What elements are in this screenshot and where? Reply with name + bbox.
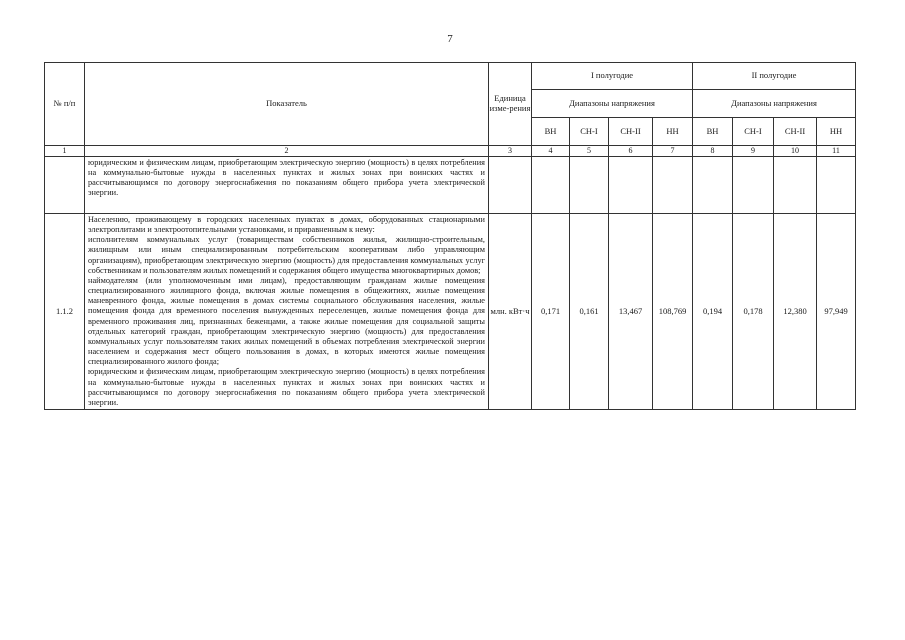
value-cell: 0,161 <box>570 214 609 410</box>
value-cell <box>774 157 817 214</box>
header-voltage-sn2-1: СН-II <box>609 118 653 146</box>
header-voltage-vn-2: ВН <box>693 118 733 146</box>
value-cell: 0,171 <box>532 214 570 410</box>
table-row <box>45 157 856 214</box>
value-cell <box>532 157 570 214</box>
value-cell <box>653 157 693 214</box>
header-second-half: II полугодие <box>693 63 856 90</box>
value-cell <box>733 157 774 214</box>
value-cell <box>817 157 856 214</box>
col-number: 11 <box>817 146 856 157</box>
header-voltage-sn2-2: СН-II <box>774 118 817 146</box>
col-number: 9 <box>733 146 774 157</box>
row-unit: млн. кВт·ч <box>489 214 532 410</box>
row-indicator-text <box>85 214 489 410</box>
header-num: № п/п <box>45 63 85 146</box>
value-cell <box>693 157 733 214</box>
col-number: 7 <box>653 146 693 157</box>
header-voltage-nn-1: НН <box>653 118 693 146</box>
col-number: 8 <box>693 146 733 157</box>
header-voltage-sn1-1: СН-I <box>570 118 609 146</box>
col-number: 5 <box>570 146 609 157</box>
row-indicator-text <box>85 157 489 214</box>
col-number: 1 <box>45 146 85 157</box>
value-cell <box>609 157 653 214</box>
header-unit: Единица изме-рения <box>489 63 532 146</box>
col-number: 6 <box>609 146 653 157</box>
header-voltage-vn-1: ВН <box>532 118 570 146</box>
value-cell: 13,467 <box>609 214 653 410</box>
table-row <box>45 214 856 410</box>
indicator-paragraph: исполнителям коммунальных услуг (товариществам собственников жилья, жилищно-строительным, жилищным или иным специализированным потребительским кооперативам либо управляющим организациям), приобретающим электрическую энергию (мощность) для предоставления коммунальных услуг собственникам и пользователям жилых помещений и содержания общего имущества многоквартирных домов; <box>88 235 485 275</box>
row-unit <box>489 157 532 214</box>
header-voltage-sn1-2: СН-I <box>733 118 774 146</box>
header-ranges-1: Диапазоны напряжения <box>532 90 693 118</box>
col-number: 2 <box>85 146 489 157</box>
value-cell: 0,194 <box>693 214 733 410</box>
tariff-table <box>44 62 856 410</box>
header-ranges-2: Диапазоны напряжения <box>693 90 856 118</box>
value-cell: 12,380 <box>774 214 817 410</box>
indicator-paragraph: юридическим и физическим лицам, приобретающим электрическую энергию (мощность) в целях потребления на коммунально-бытовые нужды в населенных пунктах и жилых зонах при воинских частях и рассчитывающимся по договору энергоснабжения по показаниям общего прибора учета электрической энергии. <box>88 367 485 407</box>
value-cell: 108,769 <box>653 214 693 410</box>
indicator-paragraph: наймодателям (или уполномоченным ими лицам), предоставляющим гражданам жилые помещения специализированного жилищного фонда, включая жилые помещения в общежитиях, жилые помещения маневренного фонда, жилые помещения в домах системы социального обслуживания населения, жилые помещения фонда для временного поселения вынужденных переселенцев, жилые помещения фонда для временного проживания лиц, признанных беженцами, а также жилые помещения для социальной защиты отдельных категорий граждан, приобретающим электрическую энергию (мощность) для предоставления коммунальных услуг пользователям таких жилых помещений в объемах потребления электрической энергии населением и содержания мест общего пользования в домах, в которых имеются жилые помещения специализированного жилого фонда; <box>88 275 485 367</box>
col-number: 4 <box>532 146 570 157</box>
value-cell <box>570 157 609 214</box>
col-number: 3 <box>489 146 532 157</box>
header-voltage-nn-2: НН <box>817 118 856 146</box>
indicator-paragraph: Населению, проживающему в городских населенных пунктах в домах, оборудованных стационарными электроплитами и электроотопительными установками, и приравненным к нему: <box>88 215 485 235</box>
page-number: 7 <box>447 33 453 45</box>
header-indicator: Показатель <box>85 63 489 146</box>
value-cell: 97,949 <box>817 214 856 410</box>
indicator-paragraph: юридическим и физическим лицам, приобретающим электрическую энергию (мощность) в целях потребления на коммунально-бытовые нужды в населенных пунктах и жилых зонах при воинских частях и рассчитывающимся по договору энергоснабжения по показаниям общего прибора учета электрической энергии. <box>88 158 485 198</box>
col-number: 10 <box>774 146 817 157</box>
row-num: 1.1.2 <box>45 214 85 410</box>
header-first-half: I полугодие <box>532 63 693 90</box>
value-cell: 0,178 <box>733 214 774 410</box>
row-num <box>45 157 85 214</box>
